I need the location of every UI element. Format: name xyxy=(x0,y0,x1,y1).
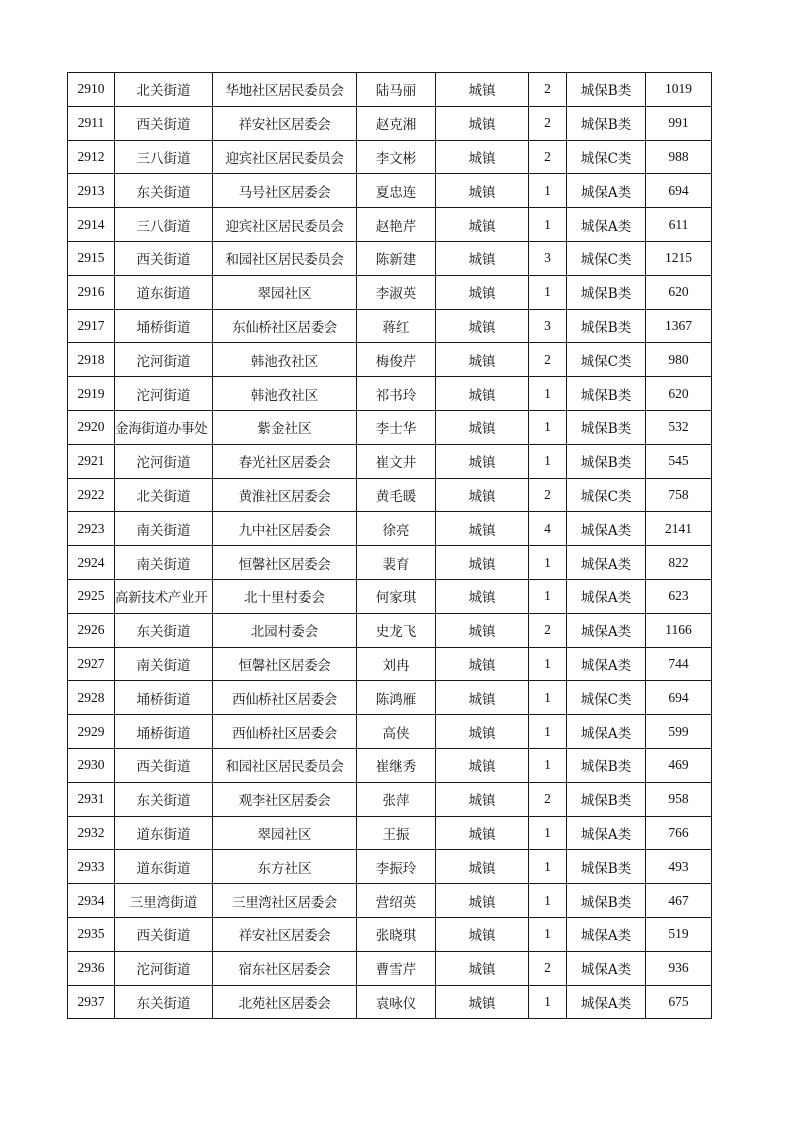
row-id-cell: 2911 xyxy=(68,106,115,140)
category-cell: 城保A类 xyxy=(567,985,646,1019)
household-type-cell: 城镇 xyxy=(436,884,529,918)
household-type-cell: 城镇 xyxy=(436,512,529,546)
street-cell: 道东街道 xyxy=(115,275,213,309)
name-cell: 张晓琪 xyxy=(357,917,436,951)
table-row xyxy=(68,681,712,715)
row-id-cell: 2921 xyxy=(68,444,115,478)
amount-cell: 958 xyxy=(646,782,712,816)
amount-cell: 1019 xyxy=(646,73,712,107)
household-type-cell: 城镇 xyxy=(436,73,529,107)
household-type-cell: 城镇 xyxy=(436,275,529,309)
community-cell: 和园社区居民委员会 xyxy=(213,241,357,275)
member-count-cell: 1 xyxy=(529,884,567,918)
member-count-cell: 1 xyxy=(529,579,567,613)
category-cell: 城保B类 xyxy=(567,73,646,107)
amount-cell: 493 xyxy=(646,850,712,884)
table-row xyxy=(68,884,712,918)
category-cell: 城保A类 xyxy=(567,174,646,208)
row-id-cell: 2922 xyxy=(68,478,115,512)
household-type-cell: 城镇 xyxy=(436,106,529,140)
amount-cell: 1166 xyxy=(646,613,712,647)
name-cell: 陈鸿雁 xyxy=(357,681,436,715)
table-row xyxy=(68,782,712,816)
table-row xyxy=(68,73,712,107)
row-id-cell: 2912 xyxy=(68,140,115,174)
street-cell: 沱河街道 xyxy=(115,444,213,478)
amount-cell: 991 xyxy=(646,106,712,140)
table-row xyxy=(68,647,712,681)
street-cell: 北关街道 xyxy=(115,478,213,512)
row-id-cell: 2923 xyxy=(68,512,115,546)
category-cell: 城保C类 xyxy=(567,140,646,174)
household-type-cell: 城镇 xyxy=(436,647,529,681)
table-row xyxy=(68,985,712,1019)
community-cell: 西仙桥社区居委会 xyxy=(213,681,357,715)
street-cell: 南关街道 xyxy=(115,647,213,681)
member-count-cell: 2 xyxy=(529,613,567,647)
community-cell: 北十里村委会 xyxy=(213,579,357,613)
table-row xyxy=(68,816,712,850)
household-type-cell: 城镇 xyxy=(436,309,529,343)
name-cell: 李文彬 xyxy=(357,140,436,174)
name-cell: 赵克湘 xyxy=(357,106,436,140)
category-cell: 城保C类 xyxy=(567,343,646,377)
community-cell: 东方社区 xyxy=(213,850,357,884)
household-type-cell: 城镇 xyxy=(436,444,529,478)
row-id-cell: 2910 xyxy=(68,73,115,107)
row-id-cell: 2915 xyxy=(68,241,115,275)
member-count-cell: 2 xyxy=(529,951,567,985)
name-cell: 祁书玲 xyxy=(357,377,436,411)
member-count-cell: 4 xyxy=(529,512,567,546)
name-cell: 李淑英 xyxy=(357,275,436,309)
table-row xyxy=(68,478,712,512)
name-cell: 梅俊芹 xyxy=(357,343,436,377)
member-count-cell: 1 xyxy=(529,377,567,411)
member-count-cell: 3 xyxy=(529,309,567,343)
category-cell: 城保A类 xyxy=(567,579,646,613)
street-cell: 沱河街道 xyxy=(115,343,213,377)
household-type-cell: 城镇 xyxy=(436,140,529,174)
row-id-cell: 2913 xyxy=(68,174,115,208)
amount-cell: 822 xyxy=(646,546,712,580)
household-type-cell: 城镇 xyxy=(436,917,529,951)
row-id-cell: 2929 xyxy=(68,715,115,749)
table-row xyxy=(68,174,712,208)
street-cell: 东关街道 xyxy=(115,174,213,208)
table-row xyxy=(68,309,712,343)
community-cell: 西仙桥社区居委会 xyxy=(213,715,357,749)
name-cell: 营绍英 xyxy=(357,884,436,918)
name-cell: 李振玲 xyxy=(357,850,436,884)
amount-cell: 980 xyxy=(646,343,712,377)
street-cell: 三里湾街道 xyxy=(115,884,213,918)
community-cell: 祥安社区居委会 xyxy=(213,917,357,951)
member-count-cell: 2 xyxy=(529,478,567,512)
amount-cell: 532 xyxy=(646,410,712,444)
amount-cell: 599 xyxy=(646,715,712,749)
category-cell: 城保B类 xyxy=(567,850,646,884)
table-row xyxy=(68,917,712,951)
household-type-cell: 城镇 xyxy=(436,579,529,613)
table-row xyxy=(68,512,712,546)
member-count-cell: 1 xyxy=(529,816,567,850)
category-cell: 城保A类 xyxy=(567,647,646,681)
category-cell: 城保C类 xyxy=(567,478,646,512)
amount-cell: 545 xyxy=(646,444,712,478)
name-cell: 王振 xyxy=(357,816,436,850)
amount-cell: 766 xyxy=(646,816,712,850)
category-cell: 城保B类 xyxy=(567,884,646,918)
street-cell: 沱河街道 xyxy=(115,377,213,411)
row-id-cell: 2924 xyxy=(68,546,115,580)
community-cell: 恒馨社区居委会 xyxy=(213,647,357,681)
community-cell: 春光社区居委会 xyxy=(213,444,357,478)
name-cell: 曹雪芹 xyxy=(357,951,436,985)
member-count-cell: 3 xyxy=(529,241,567,275)
category-cell: 城保B类 xyxy=(567,782,646,816)
name-cell: 崔继秀 xyxy=(357,748,436,782)
name-cell: 夏忠连 xyxy=(357,174,436,208)
household-type-cell: 城镇 xyxy=(436,951,529,985)
member-count-cell: 1 xyxy=(529,444,567,478)
household-type-cell: 城镇 xyxy=(436,985,529,1019)
row-id-cell: 2934 xyxy=(68,884,115,918)
category-cell: 城保A类 xyxy=(567,951,646,985)
table-row xyxy=(68,850,712,884)
amount-cell: 744 xyxy=(646,647,712,681)
category-cell: 城保A类 xyxy=(567,816,646,850)
amount-cell: 467 xyxy=(646,884,712,918)
name-cell: 何家琪 xyxy=(357,579,436,613)
row-id-cell: 2925 xyxy=(68,579,115,613)
street-cell: 金海街道办事处 xyxy=(115,410,213,444)
table-row xyxy=(68,444,712,478)
category-cell: 城保B类 xyxy=(567,748,646,782)
amount-cell: 2141 xyxy=(646,512,712,546)
household-type-cell: 城镇 xyxy=(436,377,529,411)
member-count-cell: 1 xyxy=(529,275,567,309)
household-type-cell: 城镇 xyxy=(436,343,529,377)
member-count-cell: 1 xyxy=(529,850,567,884)
household-type-cell: 城镇 xyxy=(436,613,529,647)
table-row xyxy=(68,951,712,985)
street-cell: 西关街道 xyxy=(115,106,213,140)
community-cell: 三里湾社区居委会 xyxy=(213,884,357,918)
category-cell: 城保A类 xyxy=(567,208,646,242)
amount-cell: 1367 xyxy=(646,309,712,343)
street-cell: 南关街道 xyxy=(115,546,213,580)
community-cell: 马号社区居委会 xyxy=(213,174,357,208)
household-type-cell: 城镇 xyxy=(436,478,529,512)
community-cell: 和园社区居民委员会 xyxy=(213,748,357,782)
community-cell: 黄淮社区居委会 xyxy=(213,478,357,512)
table-row xyxy=(68,106,712,140)
community-cell: 华地社区居民委员会 xyxy=(213,73,357,107)
street-cell: 西关街道 xyxy=(115,748,213,782)
amount-cell: 620 xyxy=(646,275,712,309)
name-cell: 史龙飞 xyxy=(357,613,436,647)
member-count-cell: 1 xyxy=(529,174,567,208)
household-type-cell: 城镇 xyxy=(436,850,529,884)
street-cell: 三八街道 xyxy=(115,140,213,174)
amount-cell: 675 xyxy=(646,985,712,1019)
category-cell: 城保B类 xyxy=(567,410,646,444)
row-id-cell: 2930 xyxy=(68,748,115,782)
category-cell: 城保B类 xyxy=(567,309,646,343)
community-cell: 北园村委会 xyxy=(213,613,357,647)
street-cell: 三八街道 xyxy=(115,208,213,242)
member-count-cell: 2 xyxy=(529,782,567,816)
community-cell: 北苑社区居委会 xyxy=(213,985,357,1019)
category-cell: 城保C类 xyxy=(567,241,646,275)
row-id-cell: 2914 xyxy=(68,208,115,242)
community-cell: 紫金社区 xyxy=(213,410,357,444)
household-type-cell: 城镇 xyxy=(436,782,529,816)
name-cell: 李士华 xyxy=(357,410,436,444)
row-id-cell: 2932 xyxy=(68,816,115,850)
street-cell: 埇桥街道 xyxy=(115,715,213,749)
row-id-cell: 2931 xyxy=(68,782,115,816)
amount-cell: 758 xyxy=(646,478,712,512)
community-cell: 翠园社区 xyxy=(213,275,357,309)
street-cell: 道东街道 xyxy=(115,816,213,850)
street-cell: 道东街道 xyxy=(115,850,213,884)
table-row xyxy=(68,140,712,174)
street-cell: 北关街道 xyxy=(115,73,213,107)
household-type-cell: 城镇 xyxy=(436,208,529,242)
street-cell: 东关街道 xyxy=(115,613,213,647)
street-cell: 西关街道 xyxy=(115,917,213,951)
roster-body xyxy=(68,73,712,1019)
row-id-cell: 2933 xyxy=(68,850,115,884)
household-type-cell: 城镇 xyxy=(436,681,529,715)
table-row xyxy=(68,546,712,580)
row-id-cell: 2920 xyxy=(68,410,115,444)
member-count-cell: 1 xyxy=(529,208,567,242)
amount-cell: 988 xyxy=(646,140,712,174)
member-count-cell: 1 xyxy=(529,681,567,715)
member-count-cell: 1 xyxy=(529,410,567,444)
category-cell: 城保A类 xyxy=(567,613,646,647)
category-cell: 城保B类 xyxy=(567,377,646,411)
street-cell: 南关街道 xyxy=(115,512,213,546)
table-row xyxy=(68,613,712,647)
name-cell: 陈新建 xyxy=(357,241,436,275)
amount-cell: 519 xyxy=(646,917,712,951)
street-cell: 高新技术产业开 xyxy=(115,579,213,613)
row-id-cell: 2936 xyxy=(68,951,115,985)
community-cell: 韩池孜社区 xyxy=(213,343,357,377)
amount-cell: 620 xyxy=(646,377,712,411)
household-type-cell: 城镇 xyxy=(436,715,529,749)
category-cell: 城保A类 xyxy=(567,917,646,951)
amount-cell: 694 xyxy=(646,174,712,208)
street-cell: 东关街道 xyxy=(115,985,213,1019)
household-type-cell: 城镇 xyxy=(436,748,529,782)
table-row xyxy=(68,410,712,444)
street-cell: 埇桥街道 xyxy=(115,309,213,343)
row-id-cell: 2918 xyxy=(68,343,115,377)
community-cell: 翠园社区 xyxy=(213,816,357,850)
table-row xyxy=(68,208,712,242)
table-row xyxy=(68,377,712,411)
name-cell: 陆马丽 xyxy=(357,73,436,107)
name-cell: 崔文井 xyxy=(357,444,436,478)
member-count-cell: 1 xyxy=(529,647,567,681)
community-cell: 恒馨社区居委会 xyxy=(213,546,357,580)
category-cell: 城保B类 xyxy=(567,106,646,140)
member-count-cell: 1 xyxy=(529,917,567,951)
community-cell: 观李社区居委会 xyxy=(213,782,357,816)
row-id-cell: 2926 xyxy=(68,613,115,647)
community-cell: 迎宾社区居民委员会 xyxy=(213,208,357,242)
household-type-cell: 城镇 xyxy=(436,410,529,444)
row-id-cell: 2917 xyxy=(68,309,115,343)
name-cell: 赵艳芹 xyxy=(357,208,436,242)
category-cell: 城保A类 xyxy=(567,546,646,580)
row-id-cell: 2916 xyxy=(68,275,115,309)
street-cell: 东关街道 xyxy=(115,782,213,816)
household-type-cell: 城镇 xyxy=(436,241,529,275)
table-row xyxy=(68,343,712,377)
table-row xyxy=(68,715,712,749)
category-cell: 城保B类 xyxy=(567,444,646,478)
name-cell: 裴育 xyxy=(357,546,436,580)
community-cell: 九中社区居委会 xyxy=(213,512,357,546)
street-cell: 沱河街道 xyxy=(115,951,213,985)
name-cell: 黄毛暖 xyxy=(357,478,436,512)
amount-cell: 1215 xyxy=(646,241,712,275)
name-cell: 高侠 xyxy=(357,715,436,749)
community-cell: 迎宾社区居民委员会 xyxy=(213,140,357,174)
table-row xyxy=(68,275,712,309)
amount-cell: 694 xyxy=(646,681,712,715)
community-cell: 韩池孜社区 xyxy=(213,377,357,411)
community-cell: 东仙桥社区居委会 xyxy=(213,309,357,343)
household-type-cell: 城镇 xyxy=(436,174,529,208)
category-cell: 城保A类 xyxy=(567,715,646,749)
name-cell: 袁咏仪 xyxy=(357,985,436,1019)
member-count-cell: 2 xyxy=(529,73,567,107)
amount-cell: 936 xyxy=(646,951,712,985)
row-id-cell: 2919 xyxy=(68,377,115,411)
amount-cell: 469 xyxy=(646,748,712,782)
household-type-cell: 城镇 xyxy=(436,546,529,580)
category-cell: 城保C类 xyxy=(567,681,646,715)
category-cell: 城保B类 xyxy=(567,275,646,309)
row-id-cell: 2927 xyxy=(68,647,115,681)
roster-table xyxy=(67,72,712,1019)
amount-cell: 623 xyxy=(646,579,712,613)
name-cell: 刘冉 xyxy=(357,647,436,681)
table-row xyxy=(68,579,712,613)
table-row xyxy=(68,748,712,782)
community-cell: 祥安社区居委会 xyxy=(213,106,357,140)
member-count-cell: 1 xyxy=(529,715,567,749)
street-cell: 西关街道 xyxy=(115,241,213,275)
row-id-cell: 2935 xyxy=(68,917,115,951)
amount-cell: 611 xyxy=(646,208,712,242)
name-cell: 张萍 xyxy=(357,782,436,816)
member-count-cell: 2 xyxy=(529,106,567,140)
member-count-cell: 1 xyxy=(529,748,567,782)
table-row xyxy=(68,241,712,275)
community-cell: 宿东社区居委会 xyxy=(213,951,357,985)
row-id-cell: 2928 xyxy=(68,681,115,715)
member-count-cell: 1 xyxy=(529,546,567,580)
member-count-cell: 1 xyxy=(529,985,567,1019)
category-cell: 城保A类 xyxy=(567,512,646,546)
row-id-cell: 2937 xyxy=(68,985,115,1019)
name-cell: 蒋红 xyxy=(357,309,436,343)
household-type-cell: 城镇 xyxy=(436,816,529,850)
member-count-cell: 2 xyxy=(529,140,567,174)
street-cell: 埇桥街道 xyxy=(115,681,213,715)
name-cell: 徐亮 xyxy=(357,512,436,546)
member-count-cell: 2 xyxy=(529,343,567,377)
